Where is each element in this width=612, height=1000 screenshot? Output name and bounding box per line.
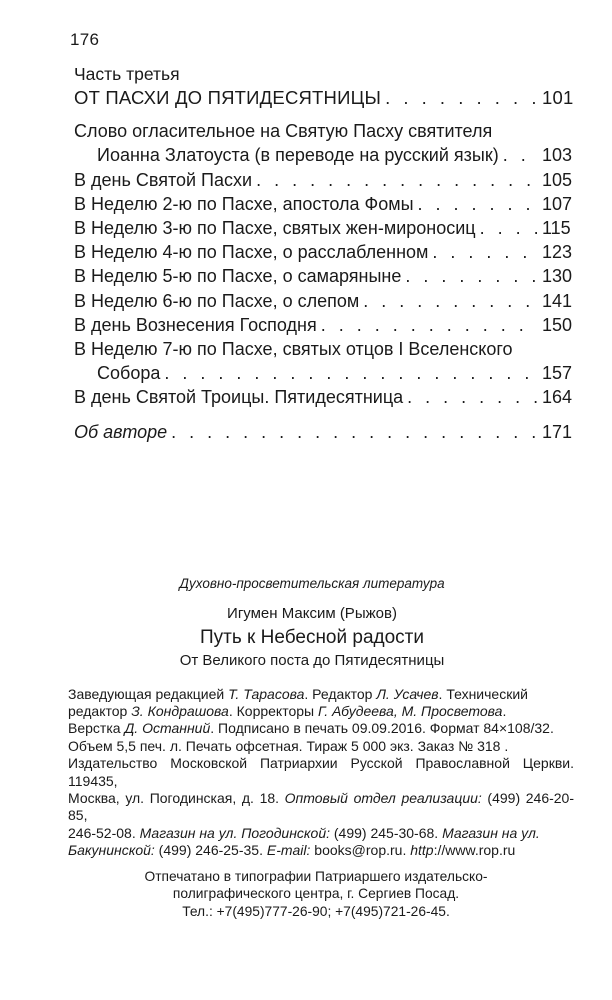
toc-page-ref: 101 bbox=[542, 87, 574, 108]
leader-dots bbox=[363, 289, 538, 313]
toc-entry-title: В день Святой Пасхи bbox=[74, 169, 253, 190]
table-of-contents bbox=[74, 86, 574, 444]
leader-dots bbox=[432, 240, 538, 264]
toc-entry-title: Об авторе bbox=[74, 421, 168, 442]
credits-line: Издательство Московской Патриархии Русской Православной Церкви. 119435, bbox=[68, 755, 574, 789]
toc-entry-title: В Неделю 2-ю по Пасхе, апостола Фомы bbox=[74, 193, 414, 214]
toc-page-ref: 105 bbox=[542, 169, 573, 190]
publication-credits bbox=[68, 686, 574, 860]
credits-line: Заведующая редакцией Т. Тарасова. Редактор Л. Усачев. Технический bbox=[68, 685, 528, 702]
printing-info-line: Тел.: +7(495)777-26-90; +7(495)721-26-45. bbox=[182, 903, 450, 919]
toc-part-heading bbox=[74, 86, 574, 110]
toc-entry-about-author bbox=[74, 420, 573, 444]
leader-dots bbox=[480, 216, 538, 240]
toc-entry bbox=[74, 240, 573, 264]
toc-entry bbox=[74, 168, 573, 192]
credits-line: редактор З. Кондрашова. Корректоры Г. Абудеева, М. Просветова. bbox=[68, 703, 507, 720]
toc-entry bbox=[74, 385, 573, 409]
genre-label: Духовно-просветительская литература bbox=[179, 576, 445, 591]
book-title: Путь к Небесной радости bbox=[200, 626, 424, 648]
leader-dots bbox=[171, 420, 538, 444]
toc-entry-title-line2: Собора bbox=[97, 363, 161, 384]
toc-entry-title-line2: Иоанна Златоуста (в переводе на русский язык) bbox=[97, 145, 499, 166]
leader-dots bbox=[385, 86, 538, 110]
toc-entry bbox=[74, 192, 573, 216]
toc-page-ref: 171 bbox=[542, 421, 573, 442]
toc-entry-title-line1: В Неделю 7-ю по Пасхе, святых отцов I Вселенского bbox=[74, 339, 513, 360]
leader-dots bbox=[256, 168, 538, 192]
toc-page-ref: 150 bbox=[542, 314, 573, 335]
toc-page-ref: 157 bbox=[542, 363, 573, 384]
toc-page-ref: 107 bbox=[542, 193, 573, 214]
credits-line: Объем 5,5 печ. л. Печать офсетная. Тираж 5 000 экз. Заказ № 318 . bbox=[68, 737, 509, 754]
printing-info-line: Отпечатано в типографии Патриаршего издательско- bbox=[144, 868, 488, 884]
part-label: Часть третья bbox=[74, 64, 180, 84]
book-author: Игумен Максим (Рыжов) bbox=[227, 605, 397, 623]
toc-entry-title-line1: Слово огласительное на Святую Пасху святителя bbox=[74, 121, 493, 142]
toc-entry-title: В день Вознесения Господня bbox=[74, 314, 317, 335]
credits-line: Верстка Д. Останний. Подписано в печать 09.09.2016. Формат 84×108/32. bbox=[68, 720, 554, 737]
credits-line: 246-52-08. Магазин на ул. Погодинской: (499) 245-30-68. Магазин на ул. bbox=[68, 824, 540, 841]
toc-entry-title: В Неделю 3-ю по Пасхе, святых жен-мироносиц bbox=[74, 218, 476, 239]
toc-entry bbox=[74, 313, 573, 337]
toc-page-ref: 115 bbox=[542, 218, 571, 239]
toc-page-ref: 164 bbox=[542, 387, 573, 408]
leader-dots bbox=[407, 385, 538, 409]
leader-dots bbox=[418, 192, 538, 216]
toc-entry-title: В Неделю 5-ю по Пасхе, о самаряныне bbox=[74, 266, 402, 287]
book-subtitle: От Великого поста до Пятидесятницы bbox=[179, 652, 445, 670]
credits-line: Москва, ул. Погодинская, д. 18. Оптовый отдел реализации: (499) 246-20-85, bbox=[68, 790, 574, 824]
leader-dots bbox=[503, 143, 538, 167]
leader-dots bbox=[405, 264, 538, 288]
toc-page-ref: 123 bbox=[542, 242, 573, 263]
toc-page-ref: 130 bbox=[542, 266, 573, 287]
imprint-block bbox=[68, 575, 574, 920]
leader-dots bbox=[321, 313, 538, 337]
toc-page-ref: 141 bbox=[542, 290, 573, 311]
printing-info-line: полиграфического центра, г. Сергиев Посад. bbox=[172, 886, 460, 902]
toc-entry-title: В день Святой Троицы. Пятидесятница bbox=[74, 387, 404, 408]
toc-part-title: ОТ ПАСХИ ДО ПЯТИДЕСЯТНИЦЫ bbox=[74, 87, 382, 108]
toc-entry bbox=[74, 264, 573, 288]
printing-info bbox=[68, 868, 574, 920]
toc-entry bbox=[74, 337, 573, 385]
toc-page-ref: 103 bbox=[542, 145, 573, 166]
toc-entry-title: В Неделю 4-ю по Пасхе, о расслабленном bbox=[74, 242, 429, 263]
credits-line: Бакунинской: (499) 246-25-35. E-mail: books@rop.ru. http://www.rop.ru bbox=[68, 842, 516, 859]
toc-entry-title: В Неделю 6-ю по Пасхе, о слепом bbox=[74, 290, 360, 311]
leader-dots bbox=[164, 361, 538, 385]
page-number: 176 bbox=[70, 30, 100, 49]
toc-entry bbox=[74, 289, 573, 313]
toc-entry bbox=[74, 119, 573, 167]
toc-entry bbox=[74, 216, 570, 240]
